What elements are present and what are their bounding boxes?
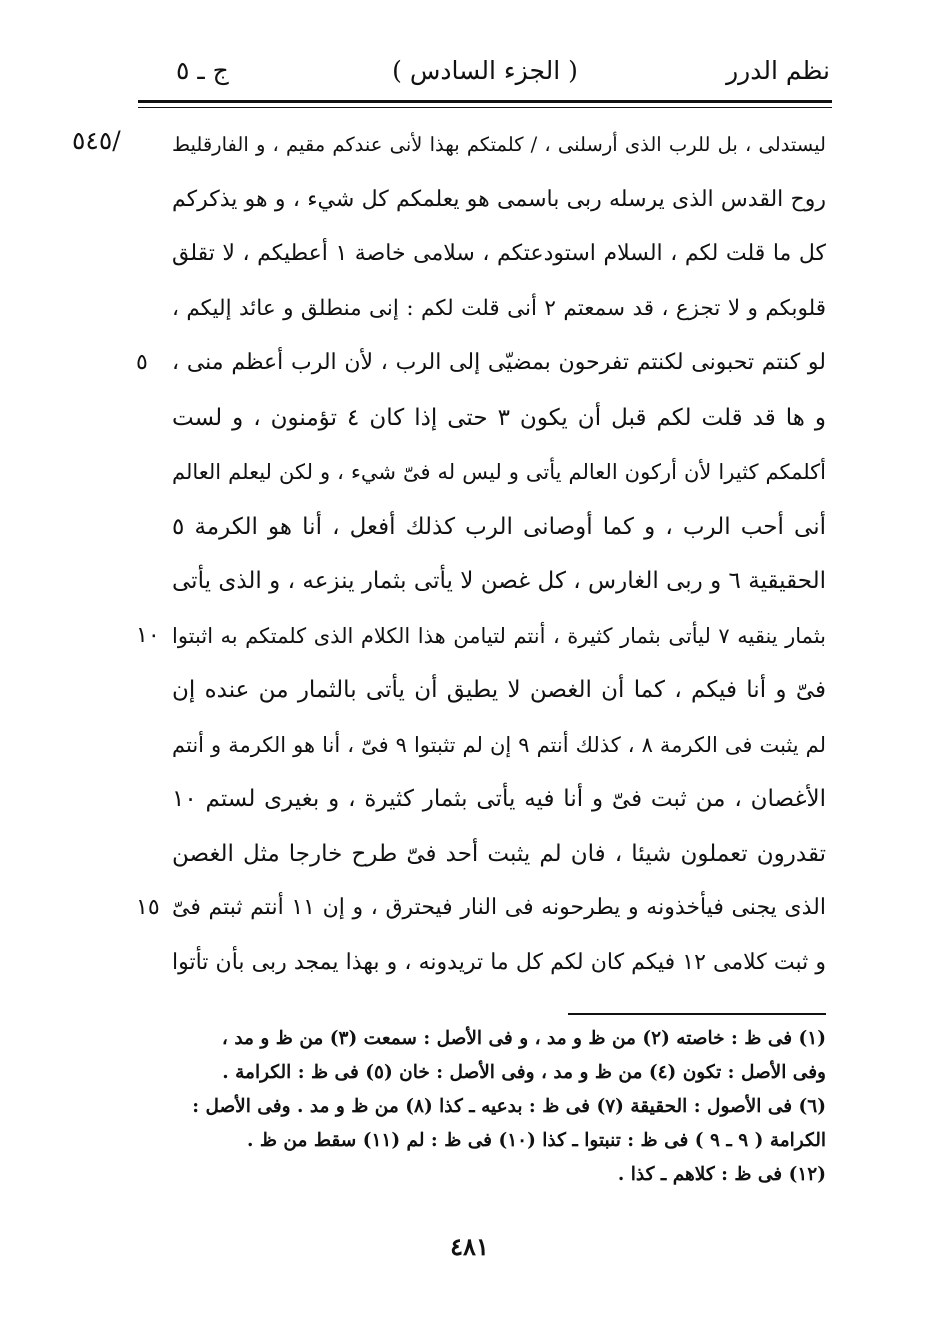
page-number: ٤٨١	[450, 1232, 489, 1261]
footnote-line: وفى الأصل : تكون (٤) من ظ و مد ، وفى الأصل : خان (٥) فى ظ : الكرامة .	[222, 1062, 826, 1083]
header-rule-thin	[138, 107, 832, 108]
text-line: و ثبت كلامى ١٢ فيكم كان لكم كل ما تريدونه ، و بهذا يمجد ربى بأن تأتوا	[172, 949, 826, 975]
footnote-line: (٦) فى الأصول : الحقيقة (٧) فى ظ : بدعيه ـ كذا (٨) من ظ و مد . وفى الأصل :	[192, 1096, 826, 1117]
line-number: ١٥	[136, 895, 160, 920]
header-part-title: ( الجزء السادس )	[392, 56, 578, 85]
text-line: روح القدس الذى يرسله ربى باسمى هو يعلمكم كل شيء ، و هو يذكركم	[172, 186, 826, 212]
text-line: أكلمكم كثيرا لأن أركون العالم يأتى و ليس له فىّ شيء ، و لكن ليعلم العالم	[172, 460, 826, 484]
text-line: فىّ و أنا فيكم ، كما أن الغصن لا يطيق أن يأتى بالثمار من عنده إن	[172, 677, 826, 703]
text-line: لو كنتم تحبونى لكنتم تفرحون بمضيّى إلى الرب ، لأن الرب أعظم منى ،	[172, 350, 826, 375]
text-line: أنى أحب الرب ، و كما أوصانى الرب كذلك أفعل ، أنا هو الكرمة ٥	[172, 513, 826, 540]
footnote-line: الكرامة ( ٩ ـ ٩ ) فى ظ : تنبتوا ـ كذا (١٠) فى ظ : لم (١١) سقط من ظ .	[246, 1130, 826, 1151]
text-line: الحقيقية ٦ و ربى الغارس ، كل غصن لا يأتى بثمار ينزعه ، و الذى يأتى	[172, 568, 826, 594]
line-number: ١٠	[136, 622, 160, 648]
main-text	[172, 118, 826, 990]
running-header	[140, 48, 830, 92]
text-line: بثمار ينقيه ٧ ليأتى بثمار كثيرة ، أنتم لتيامن هذا الكلام الذى كلمتكم به اثبتوا	[172, 623, 826, 648]
text-line: تقدرون تعملون شيئا ، فان لم يثبت أحد فىّ طرح خارجا مثل الغصن	[172, 840, 826, 867]
header-book-title: نظم الدرر	[726, 56, 830, 85]
manuscript-folio-marker: /٥٤٥	[72, 126, 121, 155]
footnote-line: (١٢) فى ظ : كلاهم ـ كذا .	[617, 1164, 826, 1185]
text-line: قلوبكم و لا تجزع ، قد سمعتم ٢ أنى قلت لكم : إنى منطلق و عائد إليكم ،	[172, 295, 826, 321]
text-line: لم يثبت فى الكرمة ٨ ، كذلك أنتم ٩ إن لم تثبتوا ٩ فىّ ، أنا هو الكرمة و أنتم	[172, 732, 827, 757]
header-volume: ج ـ ٥	[176, 56, 229, 85]
text-line: الذى يجنى فيأخذونه و يطرحونه فى النار فيحترق ، و إن ١١ أنتم ثبتم فىّ	[172, 895, 826, 920]
text-line: كل ما قلت لكم ، السلام استودعتكم ، سلامى خاصة ١ أعطيكم ، لا تقلق	[172, 241, 826, 266]
text-line: الأغصان ، من ثبت فىّ و أنا فيه يأتى بثمار كثيرة ، و بغيرى لستم ١٠	[172, 786, 826, 812]
footnotes	[172, 1022, 826, 1192]
header-rule-thick	[138, 100, 832, 103]
text-line: ليستدلى ، بل للرب الذى أرسلنى ، / كلمتكم بهذا لأنى عندكم مقيم ، و الفارقليط	[172, 133, 826, 156]
footnote-line: (١) فى ظ : خاصته (٢) من ظ و مد ، و فى الأصل : سمعت (٣) من ظ و مد ،	[221, 1028, 826, 1049]
text-line: و ها قد قلت لكم قبل أن يكون ٣ حتى إذا كان ٤ تؤمنون ، و لست	[172, 404, 826, 431]
footnote-rule	[568, 1013, 826, 1015]
line-number: ٥	[136, 350, 148, 375]
